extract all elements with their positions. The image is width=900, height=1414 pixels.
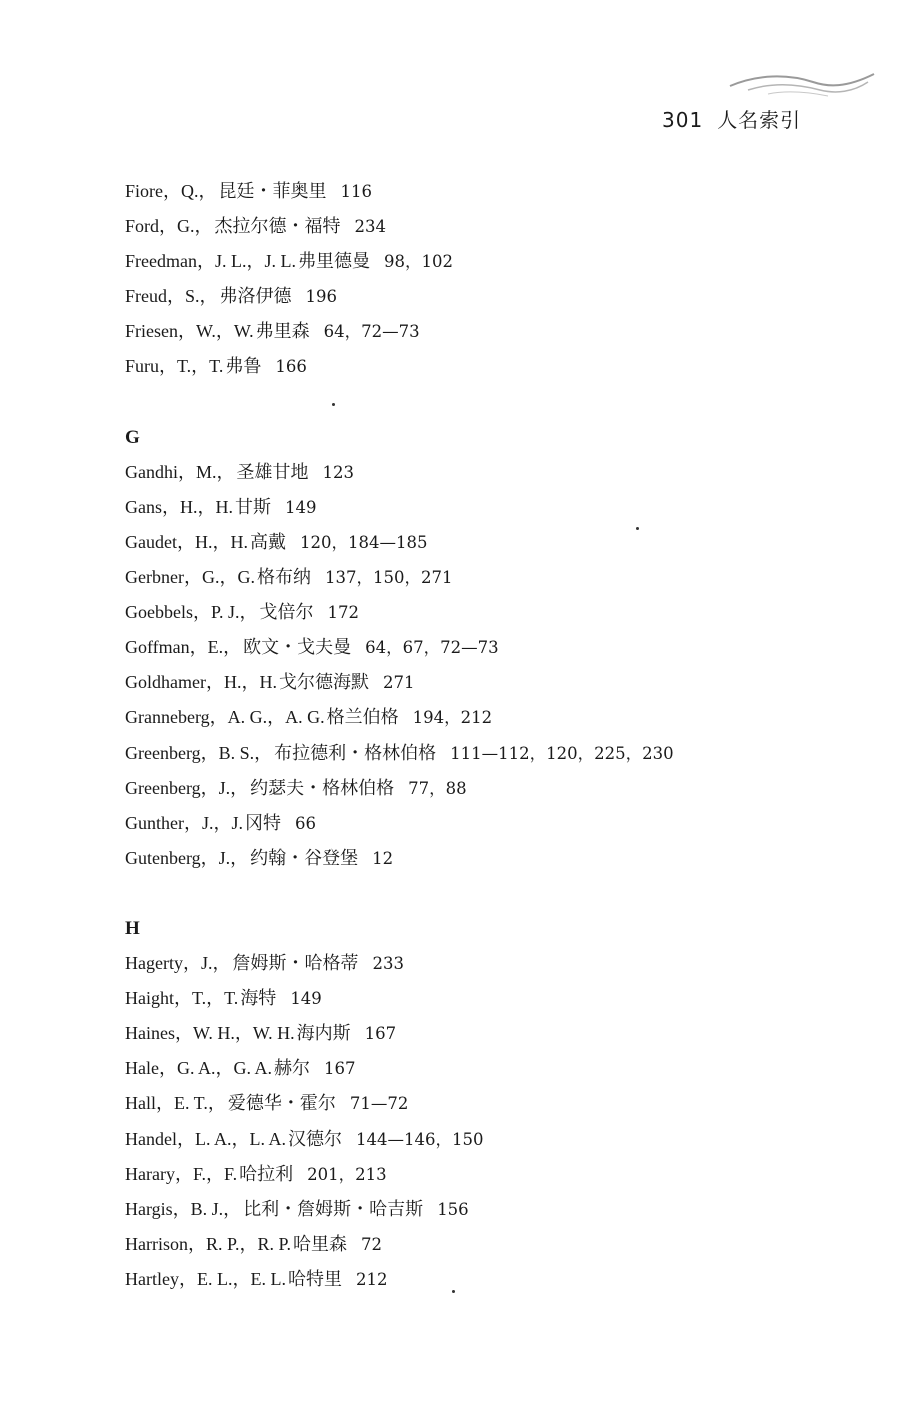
entry-chinese-name: 戈倍尔 (259, 602, 314, 624)
entry-pages: 149 (290, 989, 322, 1009)
index-entry (125, 736, 845, 771)
entry-name: Freud，S.， (125, 286, 218, 307)
entry-pages: 123 (322, 462, 354, 482)
index-entry (125, 595, 845, 630)
entry-chinese-name: 哈特里 (287, 1268, 342, 1290)
print-speck (332, 403, 335, 406)
entry-chinese-name: 弗鲁 (225, 356, 262, 378)
entry-chinese-name: 弗里德曼 (297, 251, 370, 273)
index-entry (125, 771, 845, 806)
entry-chinese-name: 布拉德利・格林伯格 (274, 742, 437, 764)
index-entry (125, 174, 845, 209)
entry-chinese-name: 格兰伯格 (326, 707, 399, 729)
index-entry (125, 1227, 845, 1262)
entry-chinese-name: 弗洛伊德 (219, 286, 292, 308)
entry-name: Gerbner，G.，G. (125, 567, 255, 588)
index-entry (125, 1016, 845, 1051)
entry-name: Gandhi，M.， (125, 461, 235, 482)
index-entry (125, 1192, 845, 1227)
entry-chinese-name: 昆廷・菲奥里 (218, 181, 327, 202)
entry-pages: 212 (355, 1269, 388, 1289)
index-entry (125, 1157, 845, 1192)
index-entry (125, 806, 845, 841)
entry-name: Haight，T.，T. (125, 988, 239, 1009)
entry-name: Goffman，E.， (125, 637, 242, 658)
entry-chinese-name: 约瑟夫・格林伯格 (250, 777, 395, 799)
entry-chinese-name: 海特 (240, 988, 277, 1010)
entry-name: Greenberg，B. S.， (125, 742, 273, 763)
entry-pages: 156 (437, 1199, 469, 1219)
index-entry (125, 1122, 845, 1157)
entry-chinese-name: 约翰・谷登堡 (250, 847, 359, 869)
entry-chinese-name: 杰拉尔德・福特 (214, 216, 341, 238)
entry-name: Hargis，B. J.， (125, 1198, 242, 1219)
entry-pages: 144—146，150 (355, 1129, 484, 1149)
entry-chinese-name: 戈尔德海默 (278, 672, 369, 694)
section-letter: H (125, 917, 140, 939)
entry-chinese-name: 格布纳 (256, 567, 311, 589)
page-number: 301 (662, 108, 704, 132)
entry-pages: 201，213 (307, 1164, 387, 1184)
entry-chinese-name: 弗里森 (255, 321, 310, 343)
entry-name: Granneberg，A. G.，A. G. (125, 707, 325, 728)
entry-name: Hall，E. T.， (125, 1093, 226, 1114)
section-letter: G (125, 426, 140, 448)
entry-chinese-name: 欧文・戈夫曼 (243, 637, 352, 659)
entry-pages: 194，212 (412, 708, 493, 728)
entry-name: Ford，G.， (125, 216, 213, 237)
entry-name: Handel，L. A.，L. A. (125, 1128, 286, 1149)
decorative-swirl-icon (728, 68, 878, 108)
entry-name: Hagerty，J.， (125, 953, 231, 974)
entry-pages: 166 (275, 357, 307, 377)
entry-pages: 234 (354, 217, 387, 237)
index-entry (125, 560, 845, 595)
entry-pages: 64，72—73 (323, 322, 420, 342)
entry-name: Hartley，E. L.，E. L. (125, 1268, 286, 1289)
index-entry (125, 455, 845, 490)
index-entry (125, 209, 845, 244)
index-entry (125, 314, 845, 349)
index-entries (125, 174, 845, 1297)
entry-pages: 66 (295, 813, 316, 833)
entry-name: Gaudet，H.，H. (125, 531, 248, 552)
entry-chinese-name: 海内斯 (296, 1023, 351, 1045)
entry-chinese-name: 汉德尔 (287, 1128, 342, 1150)
section-gap (125, 876, 845, 911)
index-entry (125, 1051, 845, 1086)
entry-pages: 116 (340, 182, 372, 201)
entry-pages: 12 (372, 848, 394, 868)
index-entry (125, 525, 845, 560)
entry-chinese-name: 比利・詹姆斯・哈吉斯 (243, 1198, 424, 1220)
index-entry (125, 490, 845, 525)
index-entry (125, 349, 845, 384)
entry-name: Gans，H.，H. (125, 496, 233, 517)
entry-name: Furu，T.，T. (125, 356, 224, 377)
entry-name: Haines，W. H.，W. H. (125, 1023, 295, 1044)
index-entry (125, 1086, 845, 1121)
entry-name: Harary，F.，F. (125, 1163, 238, 1184)
entry-chinese-name: 哈拉利 (239, 1163, 294, 1185)
entry-chinese-name: 冈特 (245, 812, 281, 834)
entry-pages: 172 (327, 603, 360, 623)
entry-pages: 137，150，271 (324, 568, 453, 588)
entry-chinese-name: 圣雄甘地 (236, 461, 309, 483)
entry-pages: 233 (372, 954, 404, 974)
entry-name: Gutenberg，J.， (125, 847, 249, 868)
index-entry (125, 981, 845, 1016)
entry-name: Fiore，Q.， (125, 181, 217, 201)
entry-chinese-name: 甘斯 (235, 496, 271, 518)
running-header (662, 104, 801, 133)
index-entry (125, 946, 845, 981)
print-speck (636, 527, 639, 530)
entry-pages: 120，184—185 (299, 532, 428, 552)
entry-name: Freedman，J. L.，J. L. (125, 251, 296, 272)
header-title: 人名索引 (717, 108, 802, 132)
entry-pages: 72 (361, 1234, 383, 1254)
entry-name: Harrison，R. P.，R. P. (125, 1233, 292, 1254)
entry-name: Goebbels，P. J.， (125, 602, 258, 623)
entry-pages: 149 (285, 497, 317, 517)
index-entry (125, 279, 845, 314)
entry-pages: 167 (364, 1024, 397, 1044)
entry-pages: 111—112，120，225，230 (450, 743, 674, 763)
entry-name: Friesen，W.，W. (125, 321, 254, 342)
entry-pages: 98，102 (383, 252, 453, 272)
index-entry (125, 630, 845, 665)
entry-name: Goldhamer，H.，H. (125, 672, 277, 693)
entry-chinese-name: 高戴 (249, 531, 286, 553)
index-entry (125, 700, 845, 735)
section-gap (125, 385, 845, 420)
entry-pages: 71—72 (349, 1094, 409, 1114)
entry-pages: 77，88 (408, 778, 467, 798)
entry-pages: 196 (305, 287, 338, 307)
index-entry (125, 244, 845, 279)
index-entry (125, 1262, 845, 1297)
index-entry (125, 665, 845, 700)
entry-chinese-name: 哈里森 (293, 1233, 348, 1255)
entry-chinese-name: 爱德华・霍尔 (227, 1093, 336, 1115)
entry-chinese-name: 赫尔 (274, 1058, 310, 1080)
entry-pages: 64，67，72—73 (365, 638, 499, 658)
index-entry (125, 841, 845, 876)
entry-pages: 271 (382, 673, 415, 693)
print-speck (452, 1290, 455, 1293)
entry-name: Greenberg，J.， (125, 777, 249, 798)
entry-name: Gunther，J.，J. (125, 812, 243, 833)
entry-chinese-name: 詹姆斯・哈格蒂 (232, 953, 359, 975)
entry-name: Hale，G. A.，G. A. (125, 1058, 272, 1079)
entry-pages: 167 (324, 1059, 356, 1079)
